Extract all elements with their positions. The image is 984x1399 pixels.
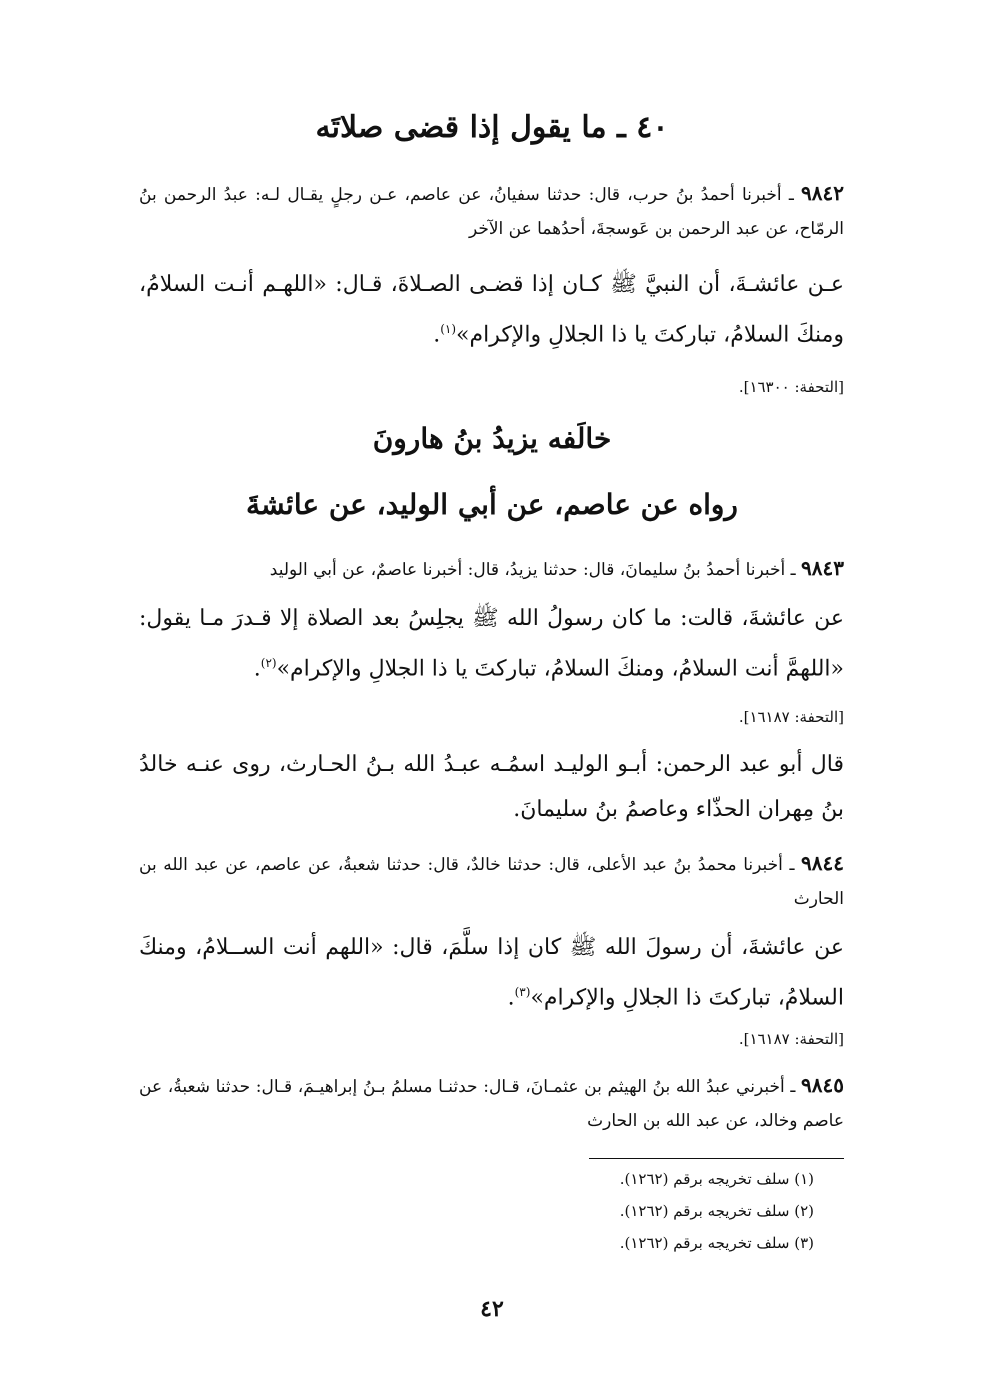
page-number: ٤٢	[480, 1296, 504, 1322]
footnote-marker: (٢)	[260, 656, 277, 670]
hadith-9842-isnad: ٩٨٤٢ ـ أخبرنا أحمدُ بنُ حرب، قال: حدثنا سفيانُ، عن عاصم، عـن رجلٍ يقـال لـه: عبدُ الرحمن بنُ الرمّاح، عن عبد الرحمن بن عَوسجةَ، أحدُهما عن الآخر	[139, 181, 844, 239]
commentary-paragraph: قال أبو عبد الرحمن: أبـو الوليـد اسمُـه عبـدُ الله بـنُ الحـارث، روى عنـه خالدُ بنُ مِهران الحذّاء وعاصمُ بنُ سليمانَ.	[139, 752, 844, 822]
hadith-9845-isnad: ٩٨٤٥ ـ أخبرني عبدُ الله بنُ الهيثم بن عثمـانَ، قـال: حدثنـا مسلمُ بـنُ إبراهيـمَ، قـال: حدثنا شعبةُ، عن عاصم وخالد، عن عبد الله بن الحارث	[139, 1073, 844, 1131]
tuhfa-reference: [التحفة: ١٦٣٠٠].	[738, 378, 844, 396]
footnote-2: (٢) سلف تخريجه برقم (١٢٦٢).	[619, 1202, 814, 1220]
tuhfa-reference: [التحفة: ١٦١٨٧].	[738, 708, 844, 726]
subheading-rawahu: رواه عن عاصم، عن أبي الوليد، عن عائشةَ	[246, 488, 738, 521]
chapter-title: ٤٠ ـ ما يقول إذا قضى صلاتَه	[315, 110, 669, 145]
footnote-1: (١) سلف تخريجه برقم (١٢٦٢).	[619, 1170, 814, 1188]
subheading-khalafahu: خالَفه يزيدُ بنُ هارونَ	[372, 422, 612, 455]
tuhfa-reference: [التحفة: ١٦١٨٧].	[738, 1030, 844, 1048]
hadith-number: ٩٨٤٢	[801, 181, 844, 205]
footnote-divider	[589, 1158, 844, 1159]
hadith-9843-isnad: ٩٨٤٣ ـ أخبرنا أحمدُ بنُ سليمانَ، قال: حدثنا يزيدُ، قال: أخبرنا عاصمٌ، عن أبي الوليد	[269, 556, 844, 580]
footnote-3: (٣) سلف تخريجه برقم (١٢٦٢).	[619, 1234, 814, 1252]
hadith-number: ٩٨٤٤	[801, 851, 844, 875]
hadith-9844-matn: عن عائشةَ، أن رسولَ الله ﷺ كان إذا سلَّمَ، قال: «اللهم أنت الســلامُ، ومنكَ السلامُ، تباركتَ ذا الجلالِ والإكرام»$^{(٣)}$.	[139, 935, 844, 1011]
hadith-9842-matn: عـن عائشـةَ، أن النبيَّ ﷺ كـان إذا قضـى الصـلاةَ، قـال: «اللهـم أنـت السلامُ، ومنكَ السلامُ، تباركتَ يا ذا الجلالِ والإكرام»$^{(١)}$.	[139, 272, 844, 348]
footnote-marker: (١)	[440, 322, 457, 336]
hadith-number: ٩٨٤٣	[801, 556, 844, 580]
footnote-marker: (٣)	[514, 985, 531, 999]
hadith-9844-isnad: ٩٨٤٤ ـ أخبرنا محمدُ بنُ عبد الأعلى، قال: حدثنا خالدٌ، قال: حدثنا شعبةُ، عن عاصم، عن عبد الله بن الحارث	[139, 851, 844, 909]
hadith-number: ٩٨٤٥	[801, 1073, 844, 1097]
hadith-9843-matn: عن عائشةَ، قالت: ما كان رسولُ الله ﷺ يجلِسُ بعد الصلاة إلا قـدرَ مـا يقول: «اللهمَّ أنت السلامُ، ومنكَ السلامُ، تباركتَ يا ذا الجلالِ والإكرام»$^{(٢)}$.	[139, 606, 844, 682]
